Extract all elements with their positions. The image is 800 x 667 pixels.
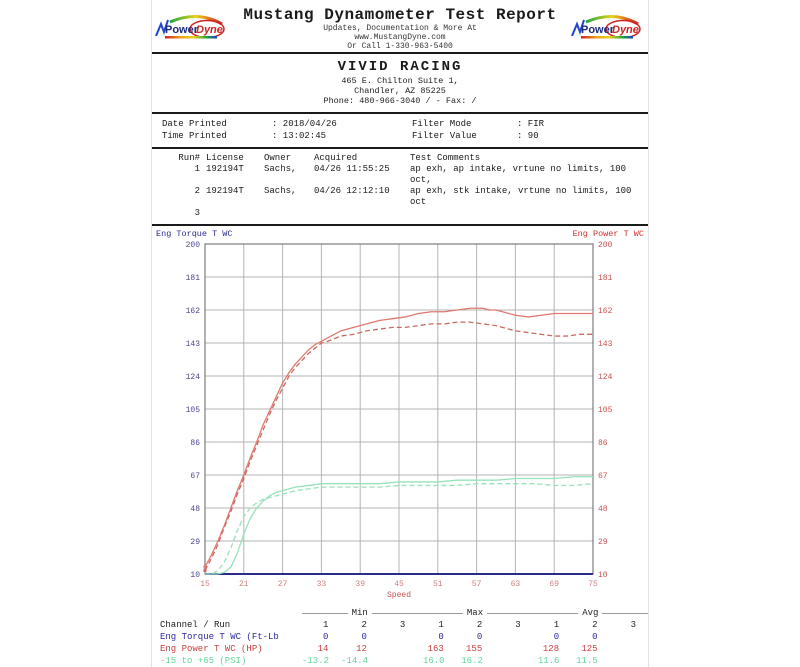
stats-cell: 11.5 <box>576 656 598 666</box>
stats-cell <box>379 631 417 643</box>
run-owner <box>264 208 314 219</box>
company-phone: Phone: 480-966-3040 / - Fax: / <box>323 96 477 106</box>
y-tick-right: 67 <box>598 472 608 481</box>
stats-cell: 16.0 <box>422 656 445 666</box>
stats-cell <box>494 631 532 643</box>
x-axis-title: Speed <box>386 591 412 600</box>
stats-cell: -13.2 <box>302 656 330 666</box>
stats-cell: 2 <box>476 620 483 630</box>
run-row <box>152 164 648 186</box>
stats-cell <box>380 655 418 667</box>
dyno-chart-svg <box>152 226 648 600</box>
right-axis-title: Eng Power T WC <box>572 229 644 239</box>
powerdyne-logo-icon <box>570 12 646 46</box>
x-tick: 63 <box>510 580 521 589</box>
y-tick-right: 200 <box>598 241 613 250</box>
y-tick-right: 48 <box>598 505 608 514</box>
runs-header-comments: Test Comments <box>410 153 481 163</box>
y-tick-left: 48 <box>190 505 200 514</box>
runs-header-owner: Owner <box>264 153 292 163</box>
stats-row-label: Eng Torque T WC (Ft-Lb <box>160 632 279 642</box>
x-tick: 33 <box>316 580 327 589</box>
stats-cell: 3 <box>515 620 521 630</box>
stats-cell <box>610 631 648 643</box>
stats-cell: 0 <box>592 632 598 642</box>
stats-cell: 2 <box>592 620 598 630</box>
stats-row <box>152 619 648 631</box>
stats-group-min <box>302 607 417 619</box>
y-tick-left: 105 <box>185 406 200 415</box>
y-tick-right: 143 <box>598 340 613 349</box>
powerdyne-logo-right <box>570 12 646 46</box>
x-tick: 27 <box>277 580 288 589</box>
x-tick: 57 <box>471 580 482 589</box>
company-address-1: 465 E. Chilton Suite 1, <box>341 76 459 86</box>
run-comments <box>410 208 648 219</box>
stats-group-header-row <box>152 607 648 619</box>
print-info-block <box>152 114 648 149</box>
stats-cell <box>379 643 417 655</box>
stats-table-body <box>152 619 648 667</box>
stats-cell: 0 <box>476 632 483 642</box>
stats-cell: 125 <box>581 644 598 654</box>
stats-cell: 128 <box>542 644 560 654</box>
time-printed-value: : 13:02:45 <box>272 131 327 141</box>
runs-header-license: License <box>206 153 244 163</box>
stats-row-label: -15 to +65 (PSI) <box>160 656 247 666</box>
run-number: 1 <box>194 164 200 174</box>
filter-value-value: : 90 <box>517 131 539 141</box>
stats-block <box>152 602 648 667</box>
x-tick: 45 <box>394 580 404 589</box>
runs-header-row <box>152 153 648 164</box>
y-tick-left: 162 <box>185 307 200 316</box>
left-axis-title: Eng Torque T WC <box>156 229 233 239</box>
stats-cell: 3 <box>399 620 406 630</box>
y-tick-left: 67 <box>190 472 200 481</box>
stats-row-label: Channel / Run <box>160 620 231 630</box>
stats-cell <box>494 643 532 655</box>
stats-cell: 14 <box>317 644 329 654</box>
report-content <box>151 0 649 667</box>
run-comments: ap exh, ap intake, vrtune no limits, 100 oct, <box>410 164 627 185</box>
stats-cell: 1 <box>323 620 329 630</box>
y-tick-right: 124 <box>598 373 613 382</box>
run-license: 192194T <box>206 186 244 196</box>
y-tick-left: 200 <box>185 241 200 250</box>
stats-cell: 16.2 <box>461 656 483 666</box>
y-tick-right: 181 <box>598 274 613 283</box>
run-comments: ap exh, stk intake, vrtune no limits, 100 oct <box>410 186 632 207</box>
y-tick-right: 29 <box>598 538 608 547</box>
report-title: Mustang Dynamometer Test Report <box>243 6 557 24</box>
stats-cell: 0 <box>361 632 367 642</box>
stats-group-avg-label: Avg <box>582 608 599 618</box>
stats-group-max-label: Max <box>466 608 484 618</box>
y-tick-left: 86 <box>190 439 200 448</box>
stats-cell <box>495 655 533 667</box>
stats-cell: 163 <box>427 644 444 654</box>
run-acquired: 04/26 12:12:10 <box>314 186 390 196</box>
stats-cell: 0 <box>323 632 329 642</box>
stats-group-min-label: Min <box>351 608 368 618</box>
stats-cell: -14.4 <box>341 656 369 666</box>
stats-cell <box>610 655 648 667</box>
stats-row <box>152 631 648 643</box>
run-owner: Sachs, <box>264 164 297 174</box>
y-tick-right: 86 <box>598 439 608 448</box>
stats-row <box>152 643 648 655</box>
stats-row-label: Eng Power T WC (HP) <box>160 644 263 654</box>
y-tick-left: 143 <box>185 340 200 349</box>
stats-cell <box>610 643 648 655</box>
y-tick-left: 29 <box>190 538 200 547</box>
time-printed-label: Time Printed <box>162 131 227 141</box>
y-tick-right: 105 <box>598 406 613 415</box>
stats-row <box>152 655 648 667</box>
y-tick-left: 124 <box>185 373 200 382</box>
logo-power-text: Power <box>165 24 199 36</box>
filter-mode-label: Filter Mode <box>412 119 472 129</box>
stats-group-avg <box>533 607 648 619</box>
series-start-marker <box>204 569 207 572</box>
stats-cell: 2 <box>361 620 367 630</box>
stats-cell: 12 <box>356 644 367 654</box>
y-tick-right: 162 <box>598 307 613 316</box>
y-tick-left: 181 <box>185 274 200 283</box>
stats-cell: 1 <box>553 620 560 630</box>
run-owner: Sachs, <box>264 186 297 196</box>
stats-group-max <box>417 607 532 619</box>
run-number: 3 <box>194 208 200 218</box>
report-header <box>152 6 648 54</box>
header-website: www.MustangDyne.com <box>354 33 446 42</box>
stats-cell: 11.6 <box>537 656 560 666</box>
stats-cell: 155 <box>466 644 483 654</box>
run-acquired <box>314 208 410 219</box>
logo-power-text: Power <box>581 24 615 36</box>
filter-value-label: Filter Value <box>412 131 477 141</box>
logo-dyne-text: Dyne <box>612 24 639 36</box>
x-tick: 39 <box>355 580 366 589</box>
x-tick: 69 <box>549 580 560 589</box>
x-tick: 15 <box>200 580 210 589</box>
dyno-chart-block <box>152 226 648 602</box>
stats-cell: 1 <box>438 620 444 630</box>
y-tick-left: 10 <box>190 571 200 580</box>
x-tick: 75 <box>588 580 598 589</box>
run-row <box>152 208 648 219</box>
runs-rows-container <box>152 164 648 219</box>
stats-cell: 3 <box>630 620 636 630</box>
run-row <box>152 186 648 208</box>
header-subtitle: Updates, Documentation & More At <box>323 24 477 33</box>
x-tick: 51 <box>432 580 443 589</box>
x-tick: 21 <box>238 580 249 589</box>
company-address-2: Chandler, AZ 85225 <box>354 86 446 96</box>
runs-header-num: Run# <box>178 153 200 163</box>
run-number: 2 <box>194 186 200 196</box>
runs-block <box>152 149 648 226</box>
runs-header-acquired: Acquired <box>314 153 358 163</box>
filter-mode-value: : FIR <box>517 119 545 129</box>
header-phone: Or Call 1-330-963-5400 <box>347 42 453 51</box>
stats-cell: 0 <box>553 632 560 642</box>
company-name: VIVID RACING <box>337 59 463 75</box>
powerdyne-logo-icon <box>154 12 230 46</box>
date-printed-label: Date Printed <box>162 119 227 129</box>
y-tick-right: 10 <box>598 571 608 580</box>
run-license: 192194T <box>206 164 244 174</box>
powerdyne-logo-left <box>154 12 230 46</box>
stats-cell: 0 <box>438 632 444 642</box>
company-block <box>152 54 648 114</box>
run-acquired: 04/26 11:55:25 <box>314 164 390 174</box>
logo-dyne-text: Dyne <box>196 24 223 36</box>
date-printed-value: : 2018/04/26 <box>272 119 337 129</box>
run-license <box>206 208 264 219</box>
